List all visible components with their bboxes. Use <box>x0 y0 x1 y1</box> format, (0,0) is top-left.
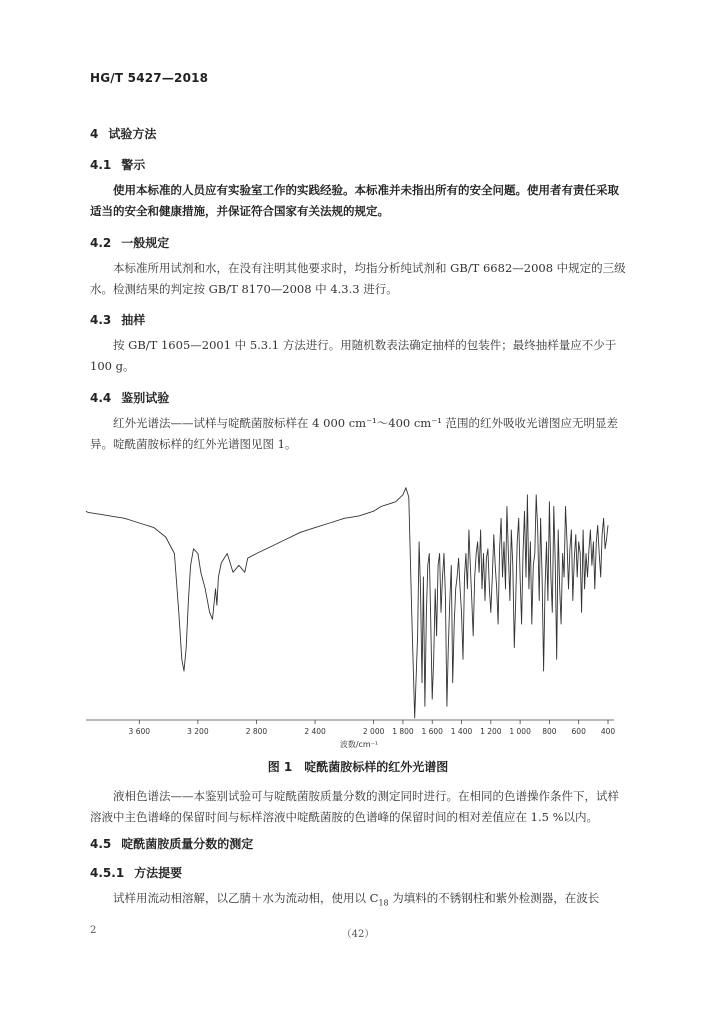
subscript: 18 <box>378 898 389 908</box>
section-title: 抽样 <box>121 313 146 327</box>
section-4-2-heading <box>90 234 169 251</box>
ir-spectrum-chart <box>80 470 620 755</box>
x-tick-label: 1 000 <box>509 727 531 736</box>
series-line <box>86 488 608 718</box>
section-number: 4 <box>90 127 99 141</box>
section-4-4-ir-text: 红外光谱法——试样与啶酰菌胺标样在 4 000 cm⁻¹～400 cm⁻¹ 范围的红外吸收光谱图应无明显差异。啶酰菌胺标样的红外光谱图见图 1。 <box>90 416 619 451</box>
section-number: 4.5 <box>90 837 112 851</box>
x-tick-label: 1 600 <box>421 727 443 736</box>
section-title: 方法提要 <box>134 866 183 880</box>
plot-area <box>86 488 608 718</box>
section-title: 警示 <box>121 158 146 172</box>
figure-caption: 图 1 啶酰菌胺标样的红外光谱图 <box>267 760 449 774</box>
x-tick-label: 1 200 <box>480 727 502 736</box>
section-4-4-lc-text: 液相色谱法——本鉴别试验可与啶酰菌胺质量分数的测定同时进行。在相同的色谱操作条件下，试样溶液中主色谱峰的保留时间与标样溶液中啶酰菌胺的色谱峰的保留时间的相对差值应在 1.5 %以内。 <box>90 789 619 824</box>
section-4-5-1-heading <box>90 864 182 881</box>
footer-left: 2 <box>90 925 97 936</box>
section-number: 4.2 <box>90 236 112 250</box>
section-number: 4.5.1 <box>90 866 125 880</box>
section-4-heading <box>90 125 156 142</box>
text-segment: 为填料的不锈钢柱和紫外检测器，在波长 <box>388 891 600 905</box>
section-4-5-heading <box>90 835 253 852</box>
x-tick-label: 2 000 <box>362 727 385 736</box>
x-tick-label: 3 200 <box>187 727 209 736</box>
section-number: 4.3 <box>90 313 112 327</box>
x-axis-label: 波数/cm⁻¹ <box>339 740 379 749</box>
section-4-1-text: 使用本标准的人员应有实验室工作的实践经验。本标准并未指出所有的安全问题。使用者有责任采取适当的安全和健康措施，并保证符合国家有关法规的规定。 <box>90 183 619 218</box>
section-4-3-text: 按 GB/T 1605—2001 中 5.3.1 方法进行。用随机数表法确定抽样的包装件；最终抽样量应不少于 100 g。 <box>90 338 617 373</box>
section-title: 一般规定 <box>121 236 170 250</box>
standard-code: HG/T 5427—2018 <box>90 71 209 85</box>
x-tick-label: 1 400 <box>450 727 473 736</box>
x-tick-label: 2 800 <box>245 727 268 736</box>
x-tick-label: 1 800 <box>392 727 414 736</box>
page-number: （42） <box>341 929 375 940</box>
x-tick-label: 800 <box>542 727 557 736</box>
section-4-1-heading <box>90 156 145 173</box>
section-number: 4.4 <box>90 391 112 405</box>
section-title: 试验方法 <box>108 127 157 141</box>
x-tick-label: 2 400 <box>304 727 326 736</box>
text-segment: 试样用流动相溶解，以乙腈＋水为流动相，使用以 C <box>113 891 379 905</box>
section-4-5-1-text <box>90 888 650 913</box>
section-4-4-heading <box>90 389 169 406</box>
section-title: 啶酰菌胺质量分数的测定 <box>121 837 254 851</box>
x-tick-label: 3 600 <box>128 727 151 736</box>
x-tick-label: 400 <box>600 727 616 736</box>
section-4-3-heading <box>90 311 145 328</box>
section-title: 鉴别试验 <box>121 391 170 405</box>
x-tick-label: 600 <box>571 727 586 736</box>
section-4-2-text: 本标准所用试剂和水，在没有注明其他要求时，均指分析纯试剂和 GB/T 6682—2008 中规定的三级水。检测结果的判定按 GB/T 8170—2008 中 4.3.3 进行。 <box>90 261 626 296</box>
x-ticks <box>129 720 616 736</box>
section-number: 4.1 <box>90 158 112 172</box>
